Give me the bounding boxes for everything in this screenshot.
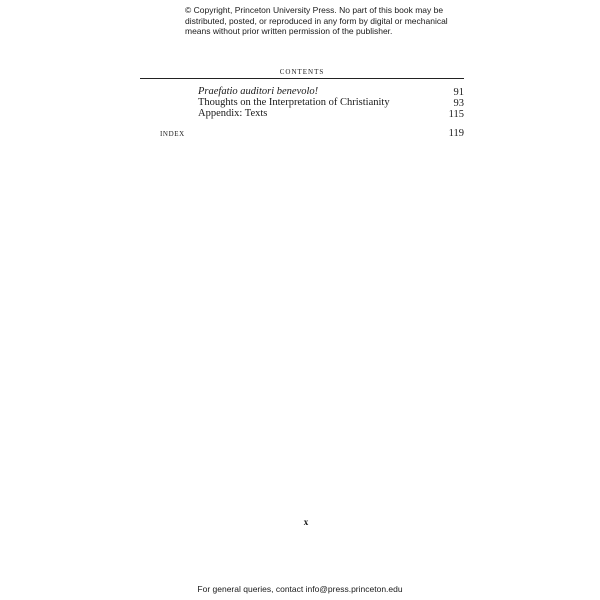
copyright-notice (185, 5, 448, 37)
footer-contact: For general queries, contact info@press.princeton.edu (197, 584, 403, 594)
toc-entry-page: 115 (448, 109, 464, 120)
toc-entry-title: Praefatio auditori benevolo! (198, 86, 319, 97)
toc-entry-title: Appendix: Texts (198, 108, 268, 119)
page-folio: x (303, 517, 309, 527)
index-label: INDEX (160, 130, 185, 138)
copyright-line: © Copyright, Princeton University Press. No part of this book may be (185, 5, 444, 15)
index-page-number: 119 (448, 128, 464, 139)
heading-rule (140, 78, 464, 79)
contents-heading: CONTENTS (279, 68, 325, 76)
toc-entry-page: 91 (453, 87, 464, 98)
copyright-line: distributed, posted, or reproduced in any form by digital or mechanical (185, 15, 448, 26)
toc-entry-page: 93 (453, 98, 464, 109)
toc-entry-title: Thoughts on the Interpretation of Christianity (198, 97, 390, 108)
copyright-line: means without prior written permission of the publisher. (185, 26, 393, 36)
